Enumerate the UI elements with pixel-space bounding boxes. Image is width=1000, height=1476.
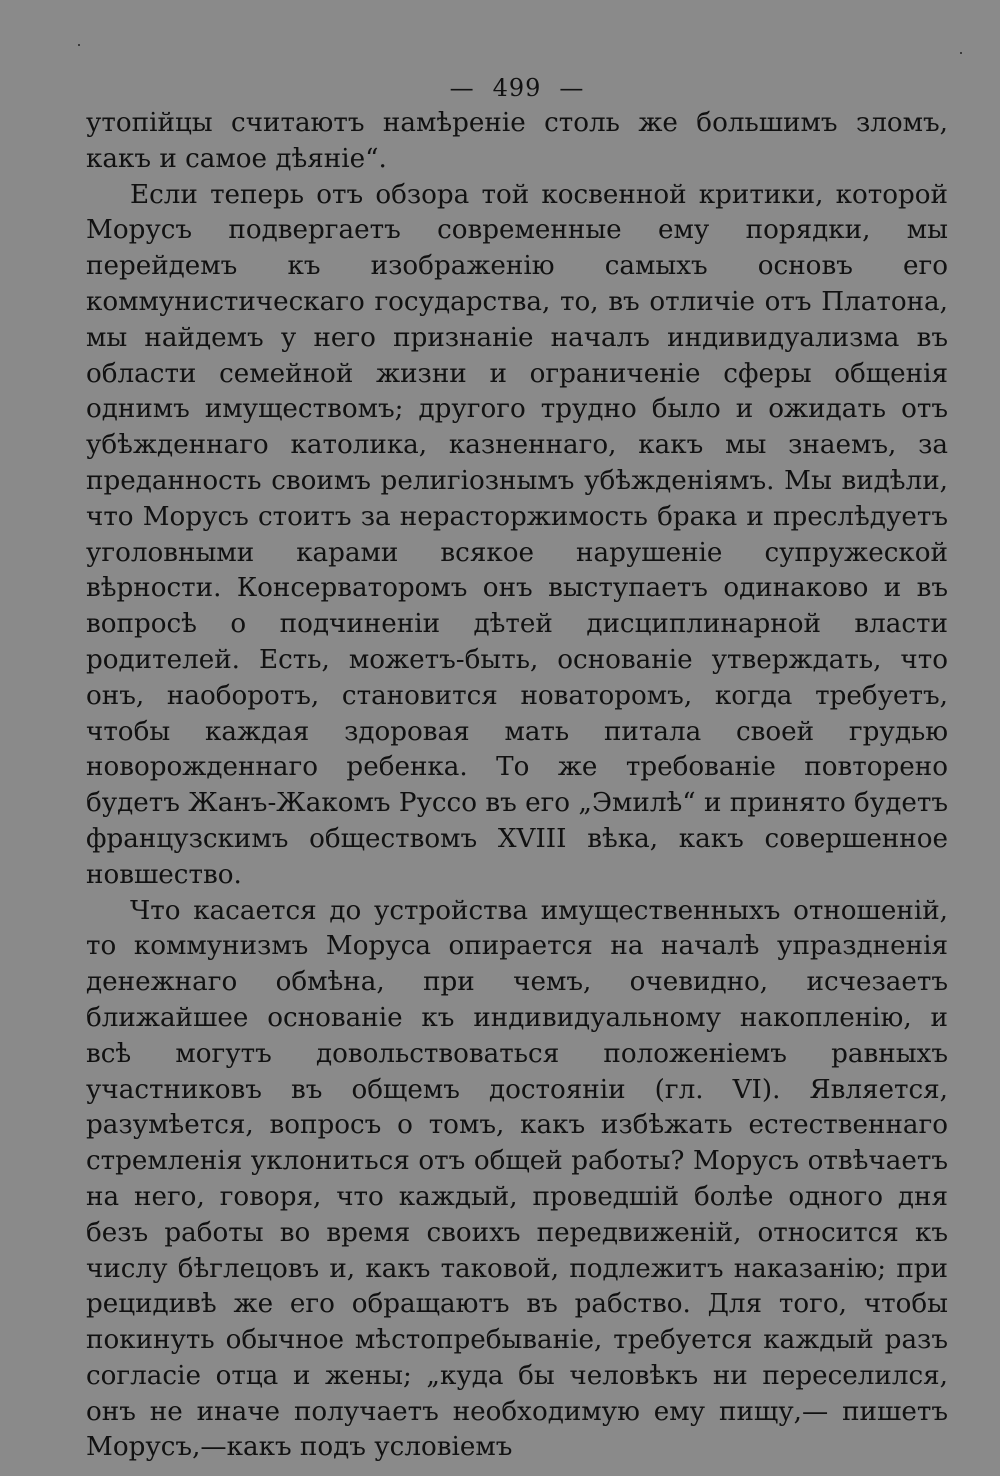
page-number: 499 [492,74,542,102]
page-number-dash-left: — [449,74,475,102]
page-number-dash-right: — [559,74,585,102]
page-number-header [86,70,948,106]
scan-speck [78,44,80,46]
paragraph-family-individualism: Если теперь отъ обзора той косвенной критики, которой Морусъ подвергаетъ современные ему порядки, мы перейдемъ къ изображенію самыхъ основъ его коммунистическаго государства, то, въ отличіе отъ Платона, мы найдемъ у него признаніе началъ индивидуализма въ области семейной жизни и ограниченіе сферы общенія однимъ имуществомъ; другого трудно было и ожидать отъ убѣжденнаго католика, казненнаго, какъ мы знаемъ, за преданность своимъ религіознымъ убѣжденіямъ. Мы видѣли, что Морусъ стоитъ за нерасторжимость брака и преслѣдуетъ уголовными карами всякое нарушеніе супружеской вѣрности. Консерваторомъ онъ выступаетъ одинаково и въ вопросѣ о подчиненіи дѣтей дисциплинарной власти родителей. Есть, можетъ-быть, основаніе утверждать, что онъ, наоборотъ, становится новаторомъ, когда требуетъ, чтобы каждая здоровая мать питала своей грудью новорожденнаго ребенка. То же требованіе повторено будетъ Жанъ-Жакомъ Руссо въ его „Эмилѣ“ и принято будетъ французскимъ обществомъ XVIII вѣка, какъ совершенное новшество. [86,179,948,890]
paragraph-continuation: утопійцы считаютъ намѣреніе столь же большимъ зломъ, какъ и самое дѣяніе“. [86,108,948,174]
paragraph-property-relations: Что касается до устройства имущественныхъ отношеній, то коммунизмъ Моруса опирается на началѣ упраздненія денежнаго обмѣна, при чемъ, очевидно, исчезаетъ ближайшее основаніе къ индивидуальному накопленію, и всѣ могутъ довольствоваться положеніемъ равныхъ участниковъ въ общемъ достояніи (гл. VI). Является, разумѣется, вопросъ о томъ, какъ избѣжать естественнаго стремленія уклониться отъ общей работы? Морусъ отвѣчаетъ на него, говоря, что каждый, проведшій болѣе одного дня безъ работы во время своихъ передвиженій, относится къ числу бѣглецовъ и, какъ таковой, подлежитъ наказанію; при рецидивѣ же его обращаютъ въ рабство. Для того, чтобы покинуть обычное мѣстопребываніе, требуется каждый разъ согласіе отца и жены; „куда бы человѣкъ ни переселился, онъ не иначе получаетъ необходимую ему пищу,— пишетъ Морусъ,—какъ подъ условіемъ [86,895,948,1463]
scan-speck [960,52,962,54]
book-page [86,70,948,1466]
